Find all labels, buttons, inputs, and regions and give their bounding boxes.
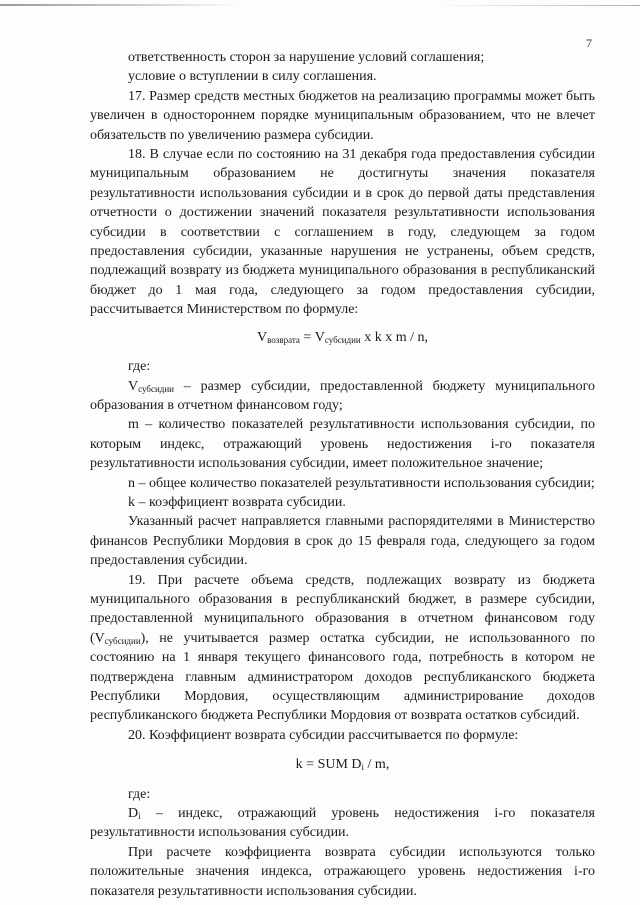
paragraph-subscript: субсидии — [104, 635, 141, 646]
paragraph-17: 17. Размер средств местных бюджетов на реализацию программы может быть увеличен в одностороннем порядке муниципальным образованием, что не влечет обязательств по увеличению размера субсидии. — [90, 88, 595, 143]
scan-artifact-line — [0, 4, 240, 6]
formula-rest: x k x m / n, — [360, 329, 429, 345]
paragraph-text: ), не учитывается размер остатка субсидии, не использованного по состоянию на 1 января текущего финансового года, потребность в котором не подтверждена главным администратором доходов республиканского бюджета Республики Мордовия, осуществляющим администрирование доходов республиканского бюджета Республики Мордовия от возврата остатков субсидий. — [90, 630, 595, 724]
formula-subscript: возврата — [267, 334, 300, 345]
formula-symbol: = V — [299, 329, 325, 345]
scan-artifact-line — [430, 5, 640, 6]
definition-text: – индекс, отражающий уровень недостижения i-го показателя результативности использования субсидии. — [90, 806, 595, 841]
definition-symbol: V — [128, 378, 139, 394]
formula-return-coefficient — [90, 755, 595, 774]
document-body — [90, 48, 595, 901]
paragraph-20: 20. Коэффициент возврата субсидии рассчитывается по формуле: — [128, 727, 519, 743]
formula-symbol: k = SUM D — [295, 757, 362, 773]
paragraph: ответственность сторон за нарушение условий соглашения; — [128, 50, 485, 65]
formula-subscript: i — [361, 762, 365, 773]
page-number: 7 — [586, 36, 592, 50]
definition-d — [90, 804, 595, 843]
formula-rest: / m, — [364, 757, 390, 773]
definition-subscript: i — [138, 811, 141, 822]
definition-m: m – количество показателей результативности использования субсидии, по которым индекс, отражающий уровень недостижения i-го показателя результативности использования субсидии, имеет положительное значение; — [90, 417, 595, 472]
definition-symbol: D — [128, 806, 139, 822]
where-label: где: — [128, 359, 151, 375]
formula-subscript: субсидии — [324, 334, 361, 345]
formula-symbol: V — [256, 329, 268, 345]
paragraph-text: 19. При расчете объема средств, подлежащих возврату из бюджета муниципального образования в республиканский бюджет, в размере субсидии, предоставленной муниципального образования в отчетном финансовом году (V — [90, 572, 595, 646]
definition-text: – размер субсидии, предоставленной бюджету муниципального образования в отчетном финансовом году; — [90, 378, 595, 413]
where-label: где: — [128, 786, 151, 802]
paragraph-18: 18. В случае если по состоянию на 31 декабря года предоставления субсидии муниципальным образованием не достигнуты значения показателя результативности использования субсидии и в срок до первой даты представления отчетности о достижении значений показателя результативности использования субсидии в соответствии с соглашением в году, следующем за годом предоставления субсидии, указанные нарушения не устранены, объем средств, подлежащий возврату из бюджета муниципального образования в республиканский бюджет до 1 мая года, следующего за годом предоставления субсидии, рассчитывается Министерством по формуле: — [90, 147, 595, 318]
definition-v — [90, 377, 595, 416]
definition-n: n – общее количество показателей результативности использования субсидии; — [128, 475, 595, 491]
paragraph: условие о вступлении в силу соглашения. — [128, 69, 377, 85]
paragraph: При расчете коэффициента возврата субсидии используются только положительные значения индекса, отражающего уровень недостижения i-го показателя результативности использования субсидии. — [90, 844, 595, 899]
formula-return-volume — [90, 328, 595, 347]
paragraph: Указанный расчет направляется главными распорядителями в Министерство финансов Республики Мордовия в срок до 15 февраля года, следующего за годом предоставления субсидии. — [90, 514, 595, 569]
definition-subscript: субсидии — [138, 383, 174, 394]
paragraph-19 — [90, 571, 595, 726]
definition-k: k – коэффициент возврата субсидии. — [128, 494, 346, 510]
